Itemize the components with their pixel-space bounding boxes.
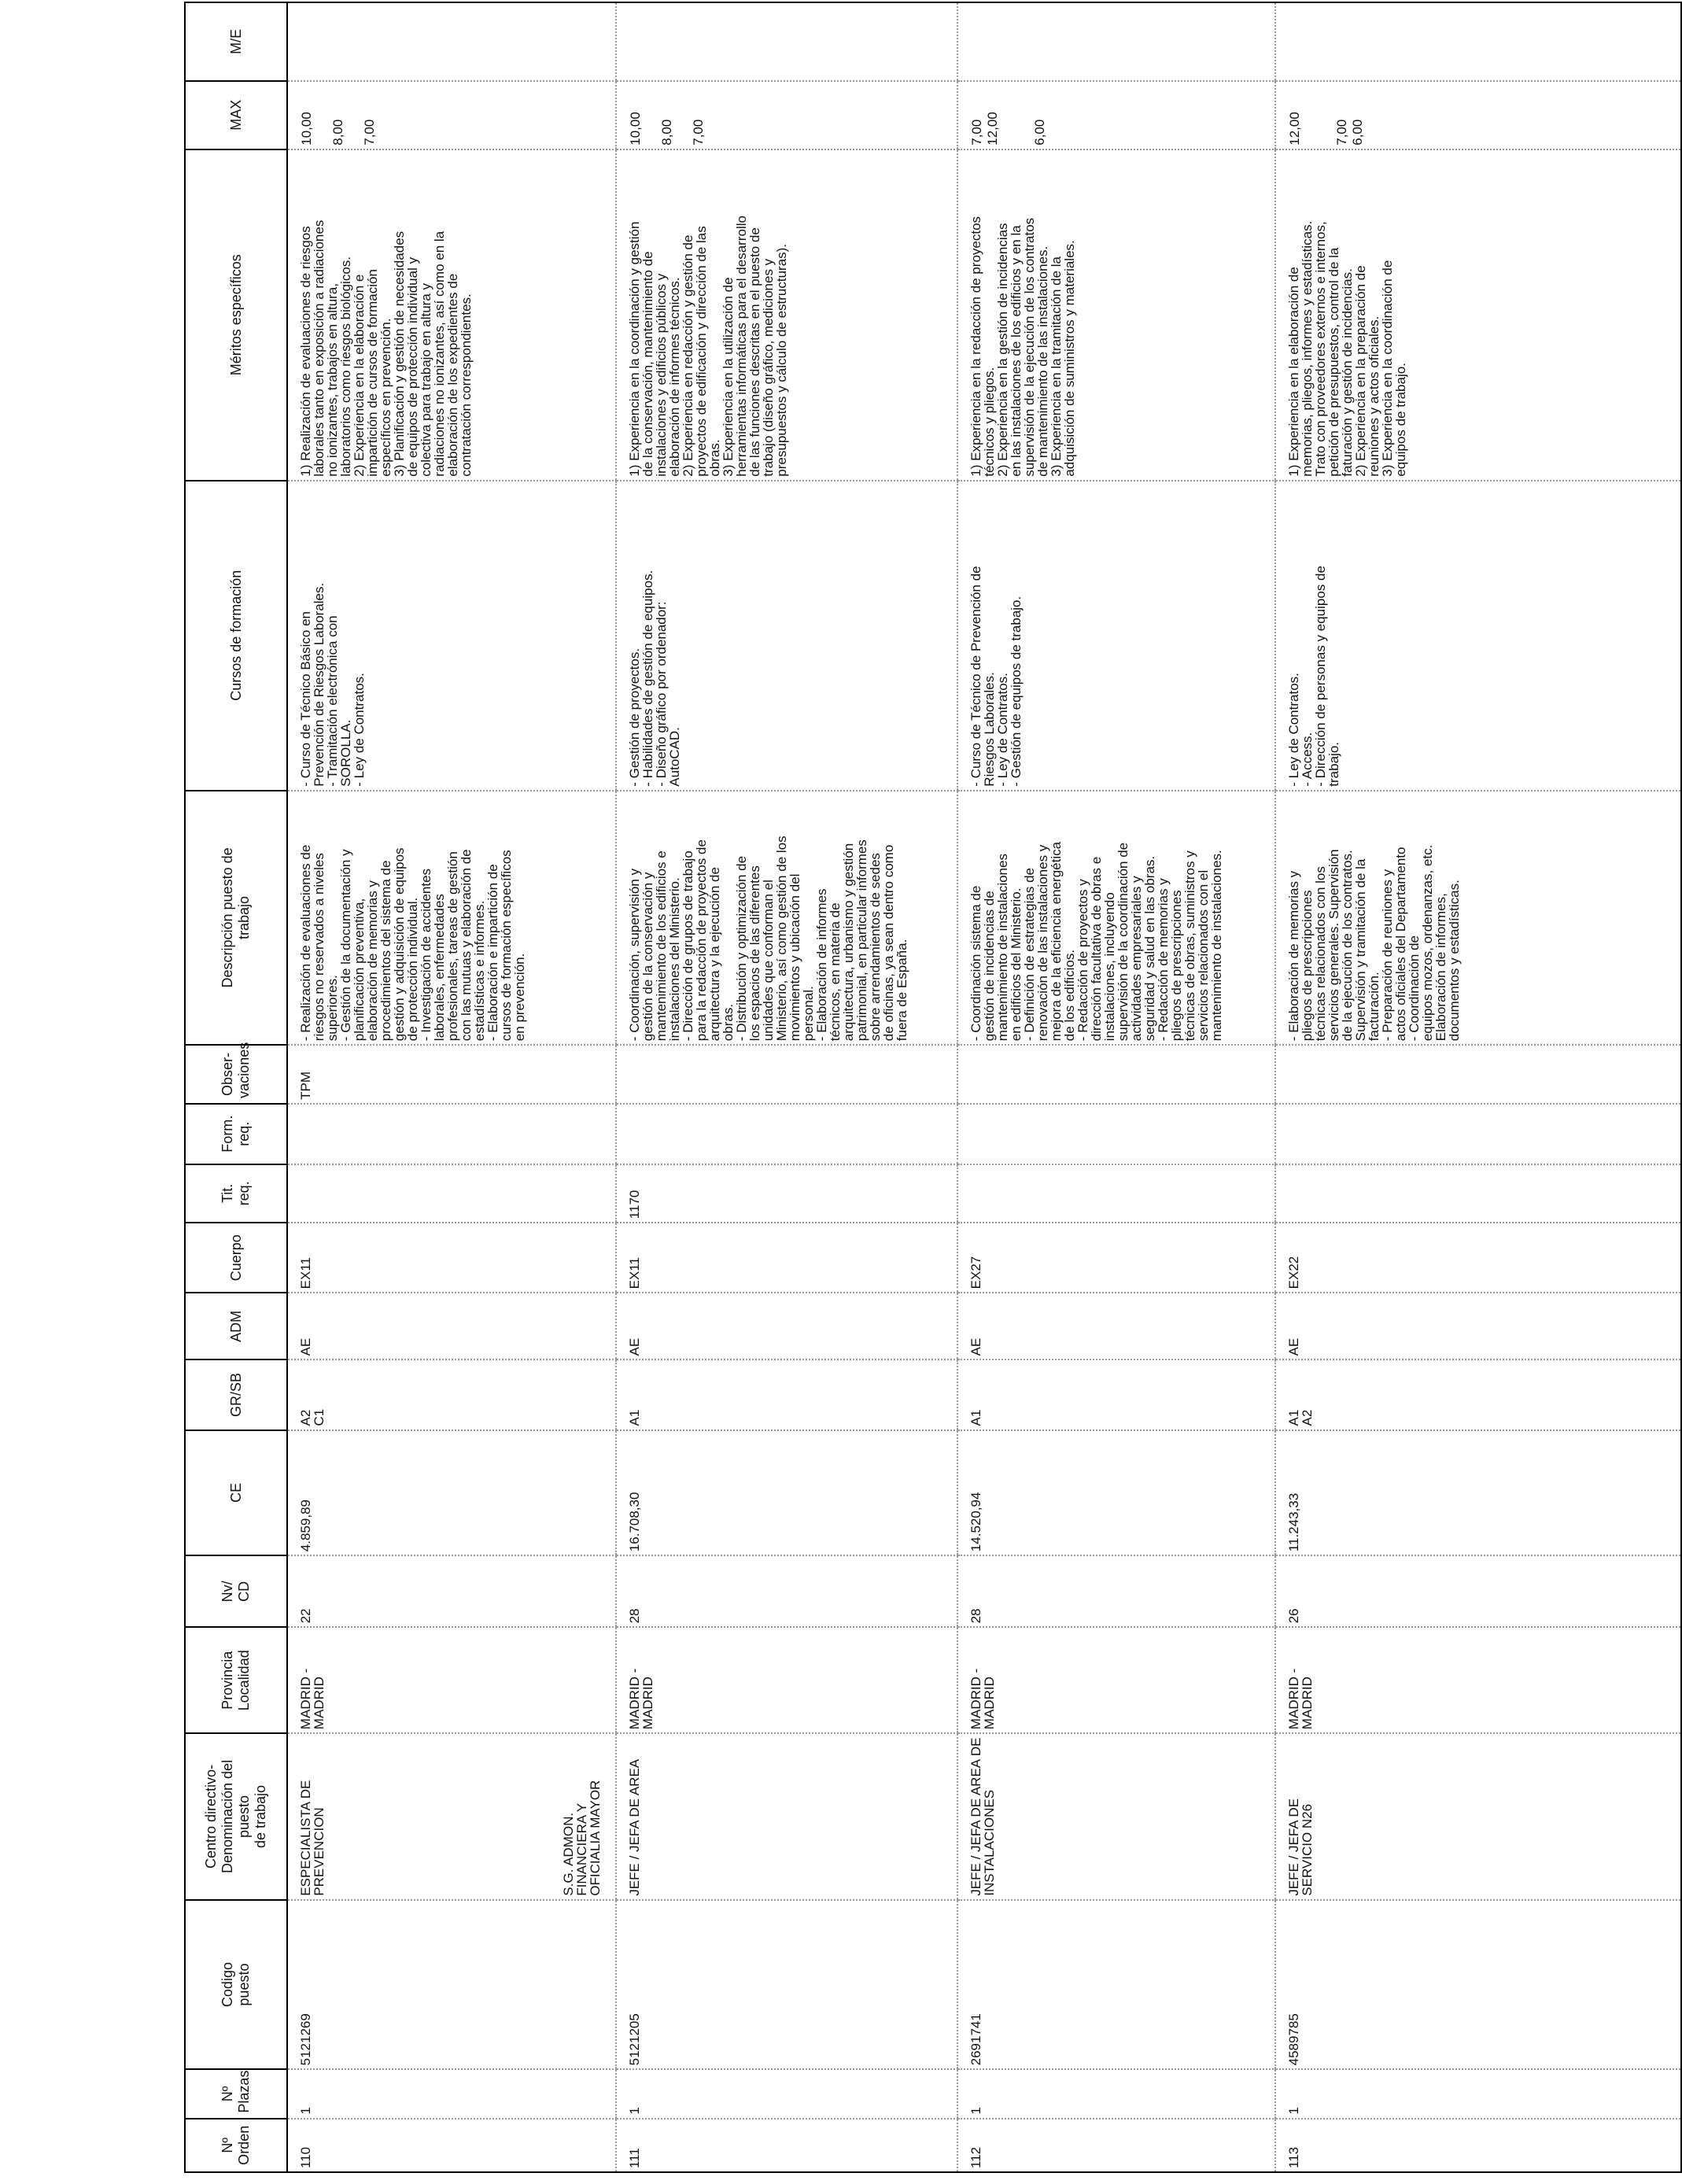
header-plazas: Nº Plazas (185, 2069, 287, 2118)
cell-ce: 16.708,30 (616, 1430, 957, 1556)
cell-provincia: MADRID - MADRID (616, 1627, 957, 1733)
cell-titulacion (1275, 1164, 1681, 1223)
cell-ce: 4.859,89 (287, 1430, 616, 1556)
max-value (1303, 85, 1319, 146)
max-value (315, 85, 330, 146)
cell-me (287, 2, 616, 81)
max-value: 7,00 (969, 119, 984, 146)
cell-descripcion: - Coordinación sistema de gestión de incidencias de mantenimiento de instalaciones en edificios del Ministerio. - Definición de estrategias de renovación de las instalaciones y mejora de la eficiencia energética de los edificios. - Redacción de proyectos y dirección facultativa de obras e instalaciones, incluyendo supervisión de la coordinación de actividades empresariales y seguridad y salud en las obras. - Redacción de memorias y pliegos de prescripciones técnicas de obras, suministros y servicios relacionados con el mantenimiento de instalaciones. (957, 791, 1275, 1045)
cell-orden: 113 (1275, 2119, 1681, 2172)
cell-adm: AE (287, 1293, 616, 1359)
cell-denominacion (561, 1733, 957, 1900)
header-nivel: Nv/ CD (185, 1555, 287, 1627)
header-cuerpo: Cuerpo (185, 1223, 287, 1293)
cell-me (1275, 2, 1681, 81)
cell-grupo: A2 C1 (287, 1359, 616, 1430)
cell-cuerpo: EX22 (1275, 1223, 1681, 1293)
cell-max (957, 81, 1275, 149)
denominacion: ESPECIALISTA DE PREVENCION (298, 1780, 326, 1896)
denominacion: JEFE / JEFA DE SERVICIO N26 (1286, 1798, 1315, 1896)
cell-cursos: - Gestión de proyectos. - Habilidades de gestión de equipos. - Diseño gráfico por ordenador: AutoCAD. (616, 481, 957, 791)
puestos-table (184, 2, 1682, 2173)
cell-meritos: 1) Experiencia en la redacción de proyectos técnicos y pliegos. 2) Experiencia en la gestión de incidencias en las instalaciones de los edificios y en la supervisión de la ejecución de los contratos de mantenimiento de las instalaciones. 3) Experiencia en la tramitación de la adquisición de suministros y materiales. (957, 149, 1275, 481)
cell-grupo: A1 A2 (1275, 1359, 1681, 1430)
cell-nivel: 28 (957, 1555, 1275, 1627)
cell-cursos: - Ley de Contratos. - Access. - Dirección de personas y equipos de trabajo. (1275, 481, 1681, 791)
header-formacion: Form. req. (185, 1104, 287, 1164)
cell-nivel: 28 (616, 1555, 957, 1627)
max-value: 10,00 (299, 112, 314, 146)
cell-me (616, 2, 957, 81)
max-value: 12,00 (1287, 112, 1302, 146)
cell-observaciones (616, 1045, 957, 1104)
centro-directivo: S.G. ADMON. FINANCIERA Y OFICIALIA MAYOR (561, 1780, 603, 1896)
cell-adm: AE (1275, 1293, 1681, 1359)
header-orden: Nº Orden (185, 2119, 287, 2172)
cell-ce: 14.520,94 (957, 1430, 1275, 1556)
cell-descripcion: - Elaboración de memorias y pliegos de prescripciones técnicas relacionados con los servicios generales. Supervisión de la ejecución de los contratos. Supervisión y tramitación de la facturación. - Preparación de reuniones y actos oficiales del Departamento - Coordinación de equipos mozos, ordenanzas, etc. Elaboración de informes, documentos y estadísticas. (1275, 791, 1681, 1045)
cell-plazas: 1 (957, 2069, 1275, 2118)
header-provincia: Provincia Localidad (185, 1627, 287, 1733)
cell-formacion (957, 1104, 1275, 1164)
max-value: 8,00 (330, 119, 345, 146)
max-value (1319, 85, 1334, 146)
cell-formacion (1275, 1104, 1681, 1164)
header-codigo: Codigo puesto (185, 1900, 287, 2070)
table-row (1275, 2, 1681, 2172)
max-value (1016, 85, 1032, 146)
cell-cursos: - Curso de Técnico de Prevención de Riesgos Laborales. - Ley de Contratos. - Gestión de equipos de trabajo. (957, 481, 1275, 791)
cell-formacion (287, 1104, 616, 1164)
cell-codigo: 5121205 (616, 1900, 957, 2070)
max-value (346, 85, 362, 146)
max-value: 6,00 (1350, 119, 1365, 146)
cell-codigo: 2691741 (957, 1900, 1275, 2070)
table-row (616, 2, 957, 2172)
cell-me (957, 2, 1275, 81)
cell-observaciones (957, 1045, 1275, 1104)
cell-plazas: 1 (287, 2069, 616, 2118)
cell-cuerpo: EX27 (957, 1223, 1275, 1293)
cell-titulacion (957, 1164, 1275, 1223)
max-value (644, 85, 659, 146)
denominacion: JEFE / JEFA DE AREA (627, 1758, 642, 1896)
cell-plazas: 1 (616, 2069, 957, 2118)
max-value: 7,00 (1334, 119, 1349, 146)
header-titulacion: Tit. req. (185, 1164, 287, 1223)
cell-grupo: A1 (957, 1359, 1275, 1430)
cell-provincia: MADRID - MADRID (957, 1627, 1275, 1733)
cell-titulacion: 1170 (616, 1164, 957, 1223)
cell-meritos: 1) Experiencia en la coordinación y gestión de la conservación, mantenimiento de instalaciones y edificios públicos y elaboración de informes técnicos. 2) Experiencia en redacción y gestión de proyectos de edificación y dirección de las obras. 3) Experiencia en la utilización de herramientas informáticas para el desarrollo de las funciones descritas en el puesto de trabajo (diseño gráfico, mediciones y presupuestos y cálculo de estructuras). (616, 149, 957, 481)
header-meritos: Méritos específicos (185, 149, 287, 481)
cell-titulacion (287, 1164, 616, 1223)
header-descripcion: Descripción puesto de trabajo (185, 791, 287, 1045)
max-value: 6,00 (1032, 119, 1047, 146)
cell-plazas: 1 (1275, 2069, 1681, 2118)
cell-grupo: A1 (616, 1359, 957, 1430)
denominacion: JEFE / JEFA DE AREA DE INSTALACIONES (968, 1737, 997, 1896)
header-adm: ADM (185, 1293, 287, 1359)
cell-max (287, 81, 616, 149)
cell-adm: AE (616, 1293, 957, 1359)
cell-meritos: 1) Experiencia en la elaboración de memorias, pliegos, informes y estadísticas. Trato con proveedores externos e internos, petición de presupuestos, control de la faturación y gestión de incidencias. 2) Experiencia en la preparación de reuniones y actos oficiales. 3) Experiencia en la coordinación de equipos de trabajo. (1275, 149, 1681, 481)
header-grupo: GR/SB (185, 1359, 287, 1430)
cell-codigo: 4589785 (1275, 1900, 1681, 2070)
cell-cuerpo: EX11 (287, 1223, 616, 1293)
max-value (1001, 85, 1016, 146)
header-observaciones: Obser- vaciones (185, 1045, 287, 1104)
header-max: MAX (185, 81, 287, 149)
cell-orden: 112 (957, 2119, 1275, 2172)
cell-descripcion: - Realización de evaluaciones de riesgos no reservados a niveles superiores. - Gestión de la documentación y planificación preventiva, elaboración de memorias y procedimientos del sistema de gestión y adquisición de equipos de protección individual. - Investigación de accidentes laborales, enfermedades profesionales, tareas de gestión con las mutuas y elaboración de estadísticas e informes. - Elaboración e impartición de cursos de formación específicos en prevención. (287, 791, 616, 1045)
cell-meritos: 1) Realización de evaluaciones de riesgos laborales tanto en exposición a radiaciones no ionizantes, trabajos en altura, laboratorios como riesgos biológicos. 2) Experiencia en la elaboración e impartición de cursos de formación específicos en prevención. 3) Planificación y gestión de necesidades de equipos de protección individual y colectiva para trabajo en altura y radiaciones no ionizantes, así como en la elaboración de los expedientes de contratación correspondientes. (287, 149, 616, 481)
cell-cuerpo: EX11 (616, 1223, 957, 1293)
max-value: 12,00 (985, 112, 1000, 146)
cell-ce: 11.243,33 (1275, 1430, 1681, 1556)
cell-observaciones (1275, 1045, 1681, 1104)
cell-cursos: - Curso de Técnico Básico en Prevención de Riesgos Laborales. - Tramitación electrónica con SOROLLA. - Ley de Contratos. (287, 481, 616, 791)
cell-orden: 110 (287, 2119, 616, 2172)
max-value: 10,00 (628, 112, 643, 146)
max-value: 7,00 (691, 119, 706, 146)
header-ce: CE (185, 1430, 287, 1556)
cell-codigo: 5121269 (287, 1900, 616, 2070)
cell-provincia: MADRID - MADRID (1275, 1627, 1681, 1733)
cell-nivel: 26 (1275, 1555, 1681, 1627)
cell-nivel: 22 (287, 1555, 616, 1627)
table-row (957, 2, 1275, 2172)
header-row (185, 2, 287, 2172)
cell-provincia: MADRID - MADRID (287, 1627, 616, 1733)
cell-adm: AE (957, 1293, 1275, 1359)
cell-descripcion: - Coordinación, supervisión y gestión de la conservación y mantenimiento de los edificios e instalaciones del Ministerio. - Dirección de grupos de trabajo para la redacción de proyectos de arquitectura y la ejecución de obras. - Distribución y optimización de los espacios de las diferentes unidades que conforman el Ministerio, así como gestión de los movimientos y ubicación del personal. - Elaboración de informes técnicos, en materia de arquitectura, urbanismo y gestión patrimonial, en particular informes sobre arrendamientos de sedes de oficinas, ya sean dentro como fuera de España. (616, 791, 957, 1045)
max-value: 7,00 (362, 119, 377, 146)
max-value: 8,00 (659, 119, 674, 146)
cell-observaciones: TPM (287, 1045, 616, 1104)
cell-max (1275, 81, 1681, 149)
cell-denominacion (957, 1733, 1275, 1900)
cell-denominacion (1275, 1733, 1681, 1900)
cell-orden: 111 (616, 2119, 957, 2172)
max-value (675, 85, 691, 146)
header-me: M/E (185, 2, 287, 81)
header-centro-denominacion: Centro directivo- Denominación del puesto de trabajo (185, 1733, 287, 1900)
cell-formacion (616, 1104, 957, 1164)
cell-max (616, 81, 957, 149)
header-cursos: Cursos de formación (185, 481, 287, 791)
